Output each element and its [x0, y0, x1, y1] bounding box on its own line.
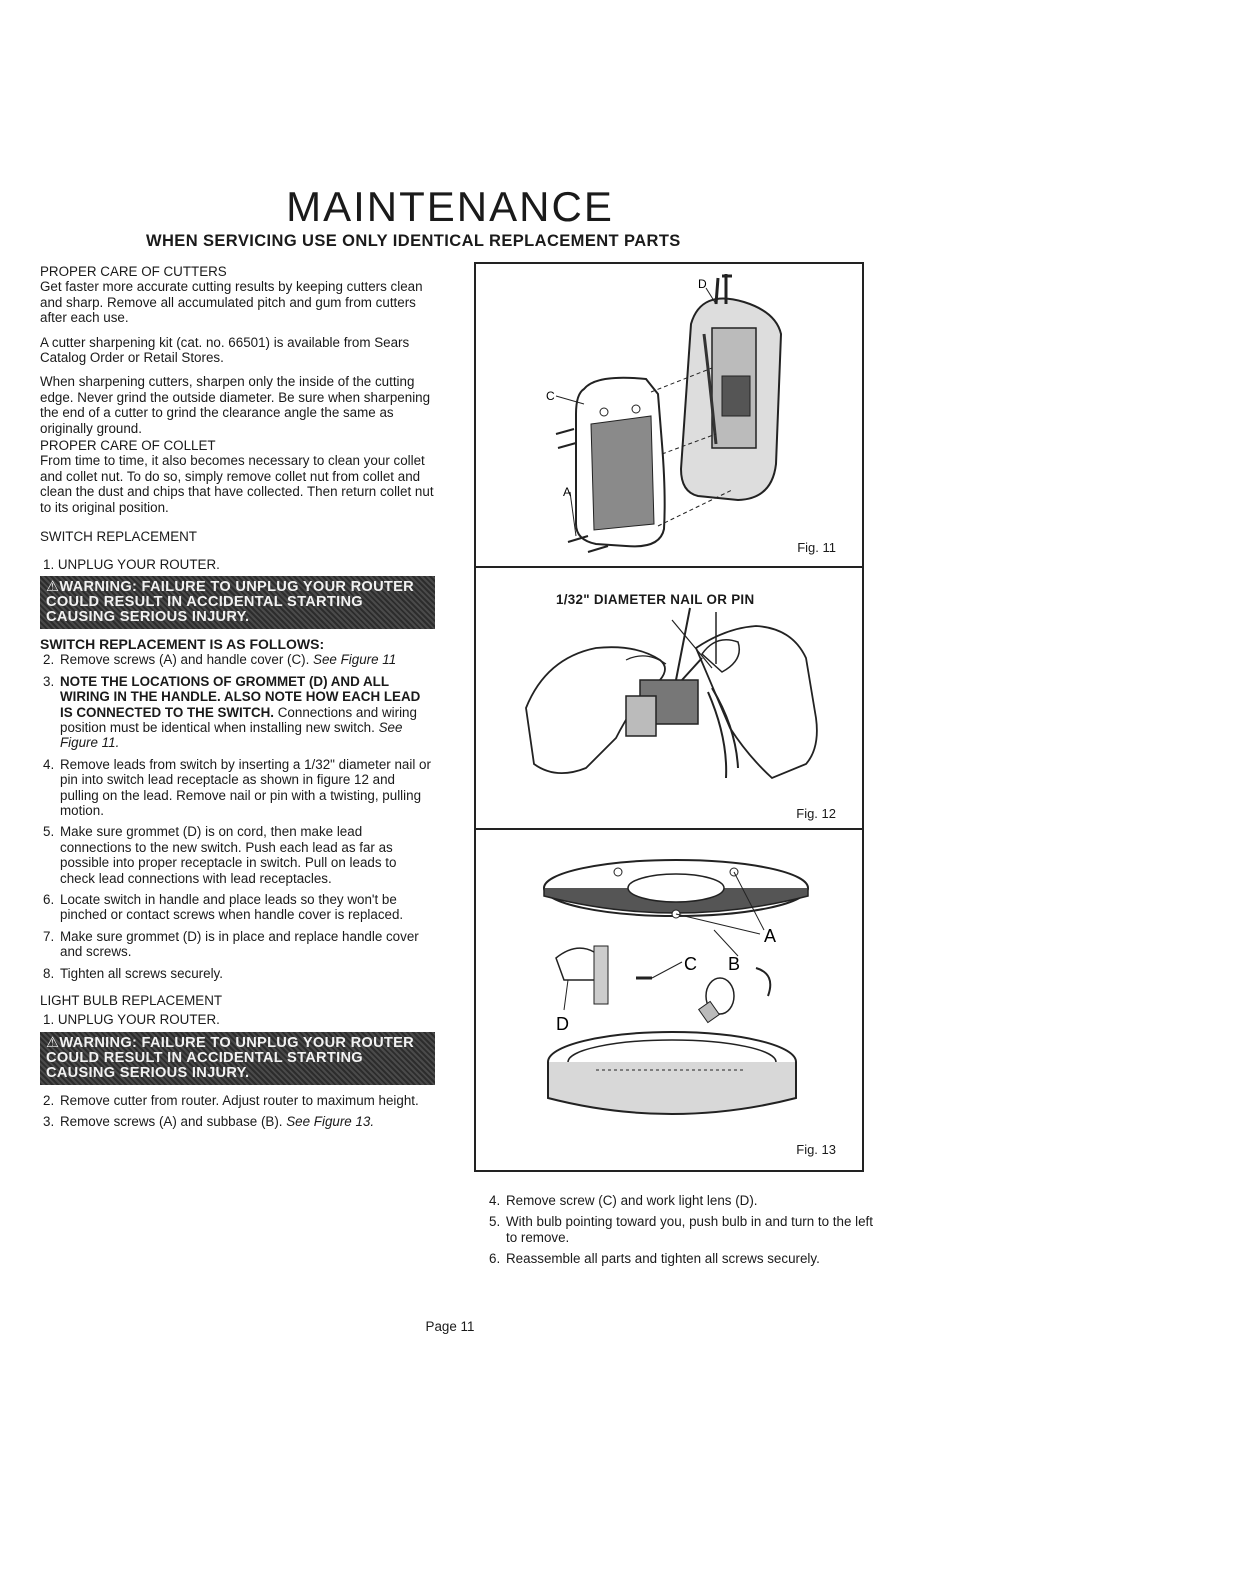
label-a: A: [764, 926, 777, 946]
cutters-paragraph-3: When sharpening cutters, sharpen only the inside of the cutting edge. Never grind the outside diameter. Be sure when sharpening the end of a cutter to grind the clearance angle the same as originally ground.: [40, 374, 431, 436]
switch-steps-list: [40, 652, 435, 981]
page-number: Page 11: [425, 1319, 475, 1334]
switch-warning-box: ⚠WARNING: FAILURE TO UNPLUG YOUR ROUTER COULD RESULT IN ACCIDENTAL STARTING CAUSING SERIOUS INJURY.: [40, 576, 435, 629]
list-item: 6. Locate switch in handle and place leads so they won't be pinched or contact screws when handle cover is replaced.: [43, 892, 404, 923]
fig13-caption: Fig. 13: [796, 1142, 836, 1157]
label-a: A: [563, 485, 572, 499]
figure-13: [474, 828, 864, 1172]
bulb-steps-right-list: [486, 1193, 878, 1267]
switch-follows-heading: SWITCH REPLACEMENT IS AS FOLLOWS:: [40, 635, 325, 652]
list-item: 3. Remove screws (A) and subbase (B). See Figure 13.: [43, 1114, 375, 1130]
switch-step-1: 1. UNPLUG YOUR ROUTER.: [43, 556, 220, 572]
bulb-heading: LIGHT BULB REPLACEMENT: [40, 993, 223, 1009]
list-item: 5. With bulb pointing toward you, push bulb in and turn to the left to remove.: [489, 1214, 873, 1245]
hands-switch-illustration: [476, 568, 862, 832]
label-d: D: [556, 1014, 569, 1034]
fig12-title: 1/32" DIAMETER NAIL OR PIN: [556, 592, 755, 607]
right-column-steps: [486, 1193, 878, 1273]
label-c: C: [684, 954, 697, 974]
list-item: 4. Remove leads from switch by inserting a 1/32" diameter nail or pin into switch lead receptacle as shown in figure 12 and pulling on the lead. Remove nail or pin with a twisting, pulling motion.: [43, 756, 431, 818]
label-c: C: [546, 389, 555, 403]
list-item: 7. Make sure grommet (D) is in place and replace handle cover and screws.: [43, 928, 419, 960]
cutters-heading: PROPER CARE OF CUTTERS: [40, 264, 227, 279]
figure-11: [474, 262, 864, 572]
list-item: 8. Tighten all screws securely.: [43, 965, 223, 981]
cutters-paragraph-1: Get faster more accurate cutting results by keeping cutters clean and sharp. Remove all accumulated pitch and gum from cutters after each use.: [40, 279, 423, 326]
bulb-step-1: 1. UNPLUG YOUR ROUTER.: [43, 1012, 220, 1028]
router-base-illustration: [476, 830, 862, 1170]
collet-paragraph: From time to time, it also becomes necessary to clean your collet and collet nut. To do so, simply remove collet nut from collet and clean the dust and chips that have collected. Then return collet nut to its original position.: [40, 453, 434, 515]
list-item: 2. Remove cutter from router. Adjust router to maximum height.: [43, 1092, 419, 1108]
collet-heading: PROPER CARE OF COLLET: [40, 438, 216, 454]
label-d: D: [698, 277, 707, 291]
fig11-caption: Fig. 11: [797, 540, 836, 555]
page-title: MAINTENANCE: [286, 183, 614, 230]
list-item: 2. Remove screws (A) and handle cover (C). See Figure 11: [43, 652, 397, 668]
page-subtitle: WHEN SERVICING USE ONLY IDENTICAL REPLACEMENT PARTS: [146, 232, 681, 250]
list-item: 3. NOTE THE LOCATIONS OF GROMMET (D) AND ALL WIRING IN THE HANDLE. ALSO NOTE HOW EACH LEAD IS CONNECTED TO THE SWITCH. Connections and wiring position must be identical when installing new switch. See Figure 11.: [43, 673, 421, 751]
bulb-steps-list: [40, 1093, 435, 1130]
list-item: 4. Remove screw (C) and work light lens (D).: [489, 1193, 758, 1208]
list-item: 6. Reassemble all parts and tighten all screws securely.: [489, 1251, 820, 1267]
list-item: 5. Make sure grommet (D) is on cord, then make lead connections to the new switch. Push each lead as far as possible into proper receptacle in switch. Pull on leads to check lead connections with lead receptacles.: [43, 824, 397, 886]
figure-12: [474, 566, 864, 834]
left-column: [40, 264, 435, 1136]
fig12-caption: Fig. 12: [796, 806, 836, 821]
cutters-paragraph-2: A cutter sharpening kit (cat. no. 66501) is available from Sears Catalog Order or Retail Stores.: [40, 334, 410, 366]
switch-heading: SWITCH REPLACEMENT: [40, 529, 197, 545]
handle-exploded-illustration: [476, 264, 862, 570]
label-b: B: [728, 954, 741, 974]
bulb-warning-box: ⚠WARNING: FAILURE TO UNPLUG YOUR ROUTER COULD RESULT IN ACCIDENTAL STARTING CAUSING SERIOUS INJURY.: [40, 1032, 435, 1085]
